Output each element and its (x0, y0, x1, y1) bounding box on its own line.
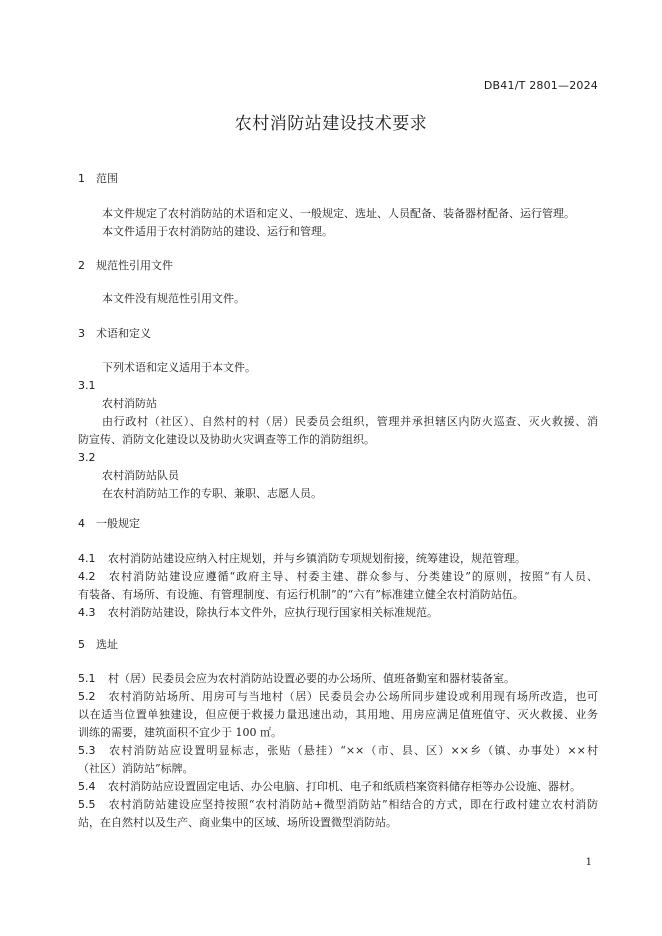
document-title: 农村消防站建设技术要求 (234, 114, 428, 134)
clause-number: 5.2 (78, 690, 96, 703)
clause-continuation: （社区）消防站”标牌。 (78, 762, 194, 775)
clause (78, 550, 598, 568)
section-1-body (78, 205, 598, 241)
section-title: 规范性引用文件 (96, 259, 173, 272)
section-title: 选址 (96, 638, 118, 651)
section-number: 4 (78, 517, 85, 530)
paragraph: 本文件没有规范性引用文件。 (102, 292, 245, 305)
section-heading (78, 257, 598, 275)
term-name: 农村消防站队员 (102, 469, 179, 482)
section-number: 1 (78, 172, 85, 185)
term-definition-line: 在农村消防站工作的专职、兼职、志愿人员。 (102, 487, 322, 500)
clause-continuation: 有装备、有场所、有设施、有管理制度、有运行机制”的“六有”标准建立健全农村消防站伍。 (78, 588, 524, 601)
paragraph: 下列术语和定义适用于本文件。 (102, 361, 256, 374)
clause-number: 5.3 (78, 744, 96, 757)
clause-text: 农村消防站应设置固定电话、办公电脑、打印机、电子和纸质档案资料储存柜等办公设施、器材。 (108, 780, 581, 793)
section-number: 5 (78, 638, 85, 651)
section-4-body (78, 550, 598, 622)
clause-text: 农村消防站建设，除执行本文件外，应执行现行国家相关标准规范。 (108, 606, 438, 619)
section-heading (78, 170, 598, 188)
section-heading (78, 515, 598, 533)
clause-continuation: 训练的需要，建筑面积不宜少于 100 ㎡。 (78, 726, 282, 739)
clause (78, 688, 598, 706)
clause-continuation: 以在适当位置单独建设，但应便于救援力量迅速出动，其用地、用房应满足值班值守、灭火救援、业务 (78, 708, 598, 721)
term-name: 农村消防站 (102, 397, 157, 410)
clause (78, 796, 598, 814)
clause (78, 670, 598, 688)
clause (78, 568, 598, 586)
term-definition-line: 由行政村（社区）、自然村的村（居）民委员会组织，管理并承担辖区内防火巡查、灭火救援、消 (102, 415, 598, 428)
clause (78, 604, 598, 622)
page-number: 1 (585, 857, 592, 868)
clause-continuation: 站，在自然村以及生产、商业集中的区域、场所设置微型消防站。 (78, 816, 397, 829)
clause-number: 5.4 (78, 780, 96, 793)
clause-text: 农村消防站建设应遵循“政府主导、村委主建、群众参与、分类建设”的原则，按照“有人员、 (108, 570, 598, 583)
section-heading (78, 325, 598, 343)
clause-number: 4.1 (78, 552, 96, 565)
clause-text: 农村消防站场所、用房可与当地村（居）民委员会办公场所同步建设或利用现有场所改造，也可 (108, 690, 598, 703)
section-number: 2 (78, 259, 85, 272)
section-2 (78, 257, 598, 275)
section-number: 3 (78, 327, 85, 340)
section-3 (78, 325, 598, 343)
section-title: 范围 (96, 172, 118, 185)
document-header-code: DB41/T 2801—2024 (483, 79, 598, 92)
section-3-body (78, 359, 598, 503)
section-4 (78, 515, 598, 533)
section-1 (78, 170, 598, 188)
clause-number: 4.3 (78, 606, 96, 619)
term-number: 3.2 (78, 451, 96, 464)
clause-text: 村（居）民委员会应为农村消防站设置必要的办公场所、值班备勤室和器材装备室。 (108, 672, 515, 685)
term-number: 3.1 (78, 379, 96, 392)
section-2-body (78, 290, 598, 308)
clause-number: 4.2 (78, 570, 96, 583)
section-5-body (78, 670, 598, 832)
section-heading (78, 636, 598, 654)
paragraph: 本文件适用于农村消防站的建设、运行和管理。 (102, 225, 333, 238)
clause (78, 742, 598, 760)
term-definition-line: 防宣传、消防文化建设以及协助火灾调查等工作的消防组织。 (78, 433, 375, 446)
section-title: 术语和定义 (96, 327, 151, 340)
clause-number: 5.5 (78, 798, 96, 811)
clause (78, 778, 598, 796)
clause-text: 农村消防站应设置明显标志，张贴（悬挂）“××（市、县、区）××乡（镇、办事处）××村 (108, 744, 598, 757)
paragraph: 本文件规定了农村消防站的术语和定义、一般规定、选址、人员配备、装备器材配备、运行管理。 (102, 207, 575, 220)
clause-text: 农村消防站建设应坚持按照“农村消防站+微型消防站”相结合的方式，即在行政村建立农村消防 (108, 798, 598, 811)
clause-number: 5.1 (78, 672, 96, 685)
clause-text: 农村消防站建设应纳入村庄规划，并与乡镇消防专项规划衔接，统筹建设，规范管理。 (108, 552, 526, 565)
section-5 (78, 636, 598, 654)
section-title: 一般规定 (96, 517, 140, 530)
